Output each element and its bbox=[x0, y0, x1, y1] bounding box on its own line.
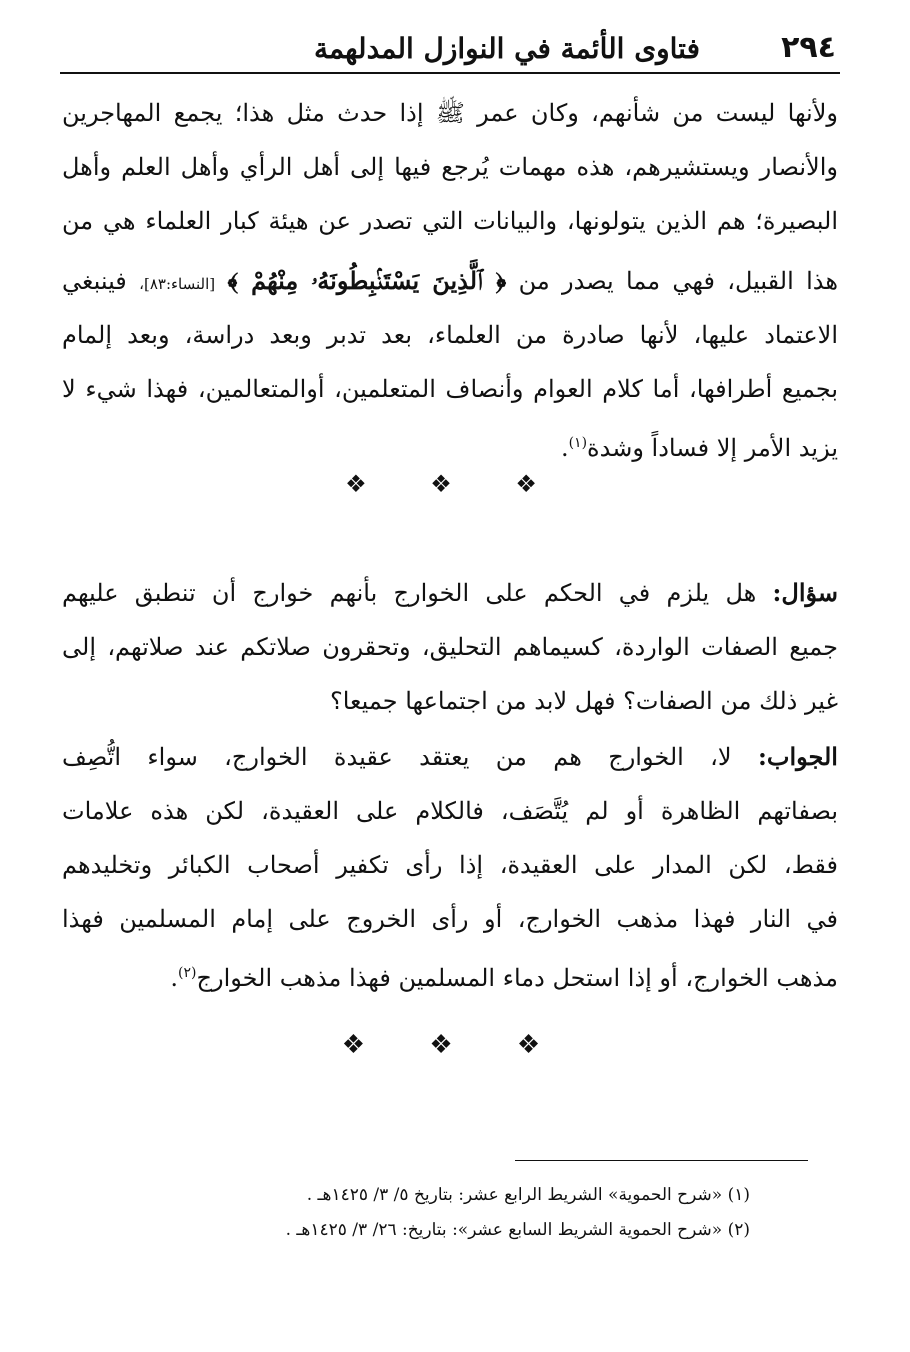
section-separator: ❖ ❖ ❖ bbox=[341, 1030, 569, 1060]
footnote-divider bbox=[515, 1160, 808, 1161]
text-fragment: هل يلزم في الحكم على الخوارج بأنهم خوارج أن تنطبق عليهم bbox=[62, 579, 757, 607]
footnote-2: (٢) «شرح الحموية الشريط السابع عشر»: بتاريخ: ٢٦/ ٣/ ١٤٢٥هـ . bbox=[285, 1220, 750, 1240]
answer-label: الجواب: bbox=[757, 742, 838, 771]
book-title: فتاوى الأئمة في النوازل المدلهمة bbox=[313, 32, 700, 65]
footnote-marker[interactable]: (٢) bbox=[178, 965, 197, 981]
answer-paragraph bbox=[62, 730, 838, 1000]
question-label: سؤال: bbox=[772, 578, 838, 607]
footnote-1: (١) «شرح الحموية» الشريط الرابع عشر: بتاريخ ٥/ ٣/ ١٤٢٥هـ . bbox=[306, 1185, 750, 1205]
text-line-last bbox=[62, 416, 838, 470]
text-fragment: فينبغي bbox=[62, 267, 127, 295]
text-fragment: مذهب الخوارج، أو إذا استحل دماء المسلمين فهذا مذهب الخوارج bbox=[196, 964, 838, 992]
text-line: ولأنها ليست من شأنهم، وكان عمر ﷺ إذا حدث مثل هذا؛ يجمع المهاجرين bbox=[62, 99, 838, 127]
page-header bbox=[60, 28, 840, 74]
quran-verse: ﴿ ٱلَّذِينَ يَسْتَنۢبِطُونَهُۥ مِنْهُمْ ﴾ bbox=[227, 266, 507, 295]
text-fragment: هذا القبيل، فهي مما يصدر من bbox=[518, 267, 838, 295]
text-fragment: يزيد الأمر إلا فساداً وشدة bbox=[587, 434, 838, 462]
question-paragraph bbox=[62, 566, 838, 728]
end-dot: . bbox=[560, 434, 569, 462]
text-line: فقط، لكن المدار على العقيدة، إذا رأى تكفير أصحاب الكبائر وتخليدهم bbox=[62, 851, 838, 879]
text-fragment: لا، الخوارج هم من يعتقد عقيدة الخوارج، سواء اتُّصِف bbox=[62, 743, 732, 771]
text-line: والأنصار ويستشيرهم، هذه مهمات يُرجع فيها إلى أهل الرأي وأهل العلم وأهل bbox=[62, 153, 838, 181]
text-line: الاعتماد عليها، لأنها صادرة من العلماء، بعد تدبر وبعد دراسة، وبعد إلمام bbox=[62, 321, 838, 349]
verse-reference: [النساء:٨٣]، bbox=[139, 275, 216, 293]
end-dot: . bbox=[170, 964, 179, 992]
answer-first-line bbox=[62, 730, 838, 784]
section-separator: ❖ ❖ ❖ bbox=[345, 470, 565, 498]
page-number: ٢٩٤ bbox=[781, 30, 836, 65]
text-line: بصفاتهم الظاهرة أو لم يُتَّصَف، فالكلام على العقيدة، لكن هذه علامات bbox=[62, 797, 838, 825]
text-line: البصيرة؛ هم الذين يتولونها، والبيانات التي تصدر عن هيئة كبار العلماء هي من bbox=[62, 207, 838, 235]
text-line-last: غير ذلك من الصفات؟ فهل لابد من اجتماعها جميعا؟ bbox=[329, 687, 838, 715]
text-line-last bbox=[62, 946, 838, 1000]
text-line: في النار فهذا مذهب الخوارج، أو رأى الخروج على إمام المسلمين فهذا bbox=[62, 905, 838, 933]
text-line: جميع الصفات الواردة، كسيماهم التحليق، وتحقرون صلاتكم عند صلاتهم، إلى bbox=[62, 633, 838, 661]
paragraph-continuation bbox=[62, 86, 838, 470]
text-line-with-quran-verse bbox=[62, 254, 838, 308]
text-line: بجميع أطرافها، أما كلام العوام وأنصاف المتعلمين، أوالمتعالمين، فهذا شيء لا bbox=[62, 375, 838, 403]
footnotes bbox=[150, 1178, 750, 1248]
question-first-line bbox=[62, 566, 838, 620]
footnote-marker[interactable]: (١) bbox=[568, 435, 588, 451]
